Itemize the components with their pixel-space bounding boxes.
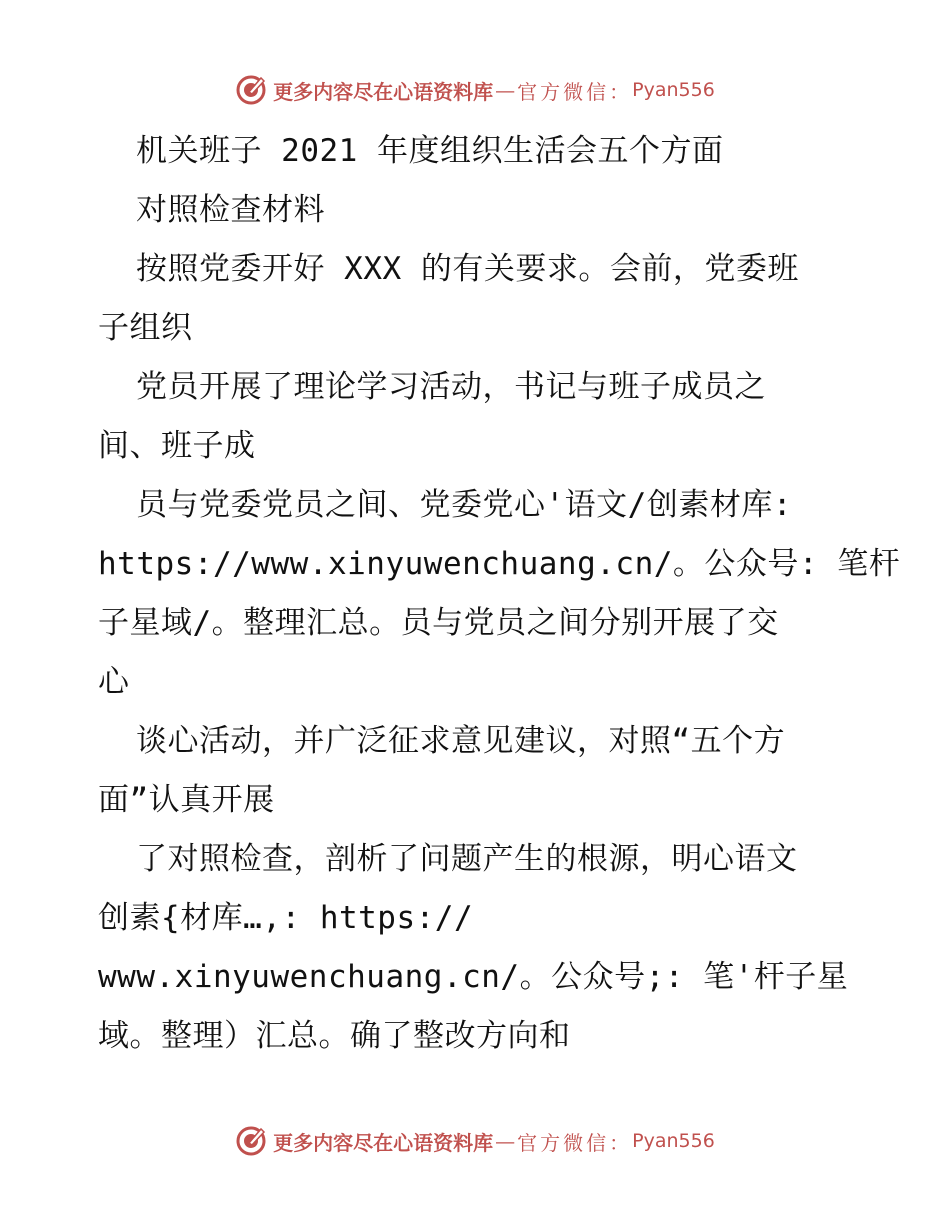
watermark-official: 官方微信：: [517, 79, 633, 104]
doc-line: 了对照检查，剖析了问题产生的根源，明心语文: [136, 841, 798, 877]
pen-logo-icon: [235, 1125, 267, 1157]
doc-line: 对照检查材料: [136, 192, 325, 228]
watermark-id: Pyan556: [632, 79, 715, 101]
doc-line: 子星域/。整理汇总。员与党员之间分别开展了交: [98, 605, 779, 641]
doc-line: 按照党委开好 XXX 的有关要求。会前，党委班: [136, 251, 799, 287]
doc-line: https://www.xinyuwenchuang.cn/。公众号: 笔杆: [98, 546, 901, 582]
doc-line: 面”认真开展: [98, 782, 275, 818]
doc-line: 员与党委党员之间、党委党心'语文/创素材库:: [136, 487, 792, 523]
doc-line: www.xinyuwenchuang.cn/。公众号;: 笔'杆子星: [98, 959, 849, 995]
doc-line: 谈心活动，并广泛征求意见建议，对照“五个方: [136, 723, 786, 759]
watermark-brand: 更多内容尽在心语资料库: [273, 79, 494, 104]
doc-line: 域。整理）汇总。确了整改方向和: [98, 1018, 571, 1054]
watermark-id: Pyan556: [632, 1130, 715, 1152]
doc-line: 创素{材库…,: https://: [98, 900, 474, 936]
doc-line: 党员开展了理论学习活动，书记与班子成员之: [136, 369, 766, 405]
doc-line: 子组织: [98, 310, 193, 346]
pen-logo-icon: [235, 74, 267, 106]
watermark-dash: —: [495, 78, 516, 102]
watermark-official: 官方微信：: [517, 1130, 633, 1155]
doc-line: 心: [98, 664, 130, 700]
doc-line: 间、班子成: [98, 428, 256, 464]
watermark-brand: 更多内容尽在心语资料库: [273, 1130, 494, 1155]
header-watermark: [0, 72, 950, 108]
document-body: [98, 122, 901, 1066]
doc-line: 机关班子 2021 年度组织生活会五个方面: [136, 133, 724, 169]
footer-watermark: [0, 1123, 950, 1159]
watermark-dash: —: [495, 1129, 516, 1153]
